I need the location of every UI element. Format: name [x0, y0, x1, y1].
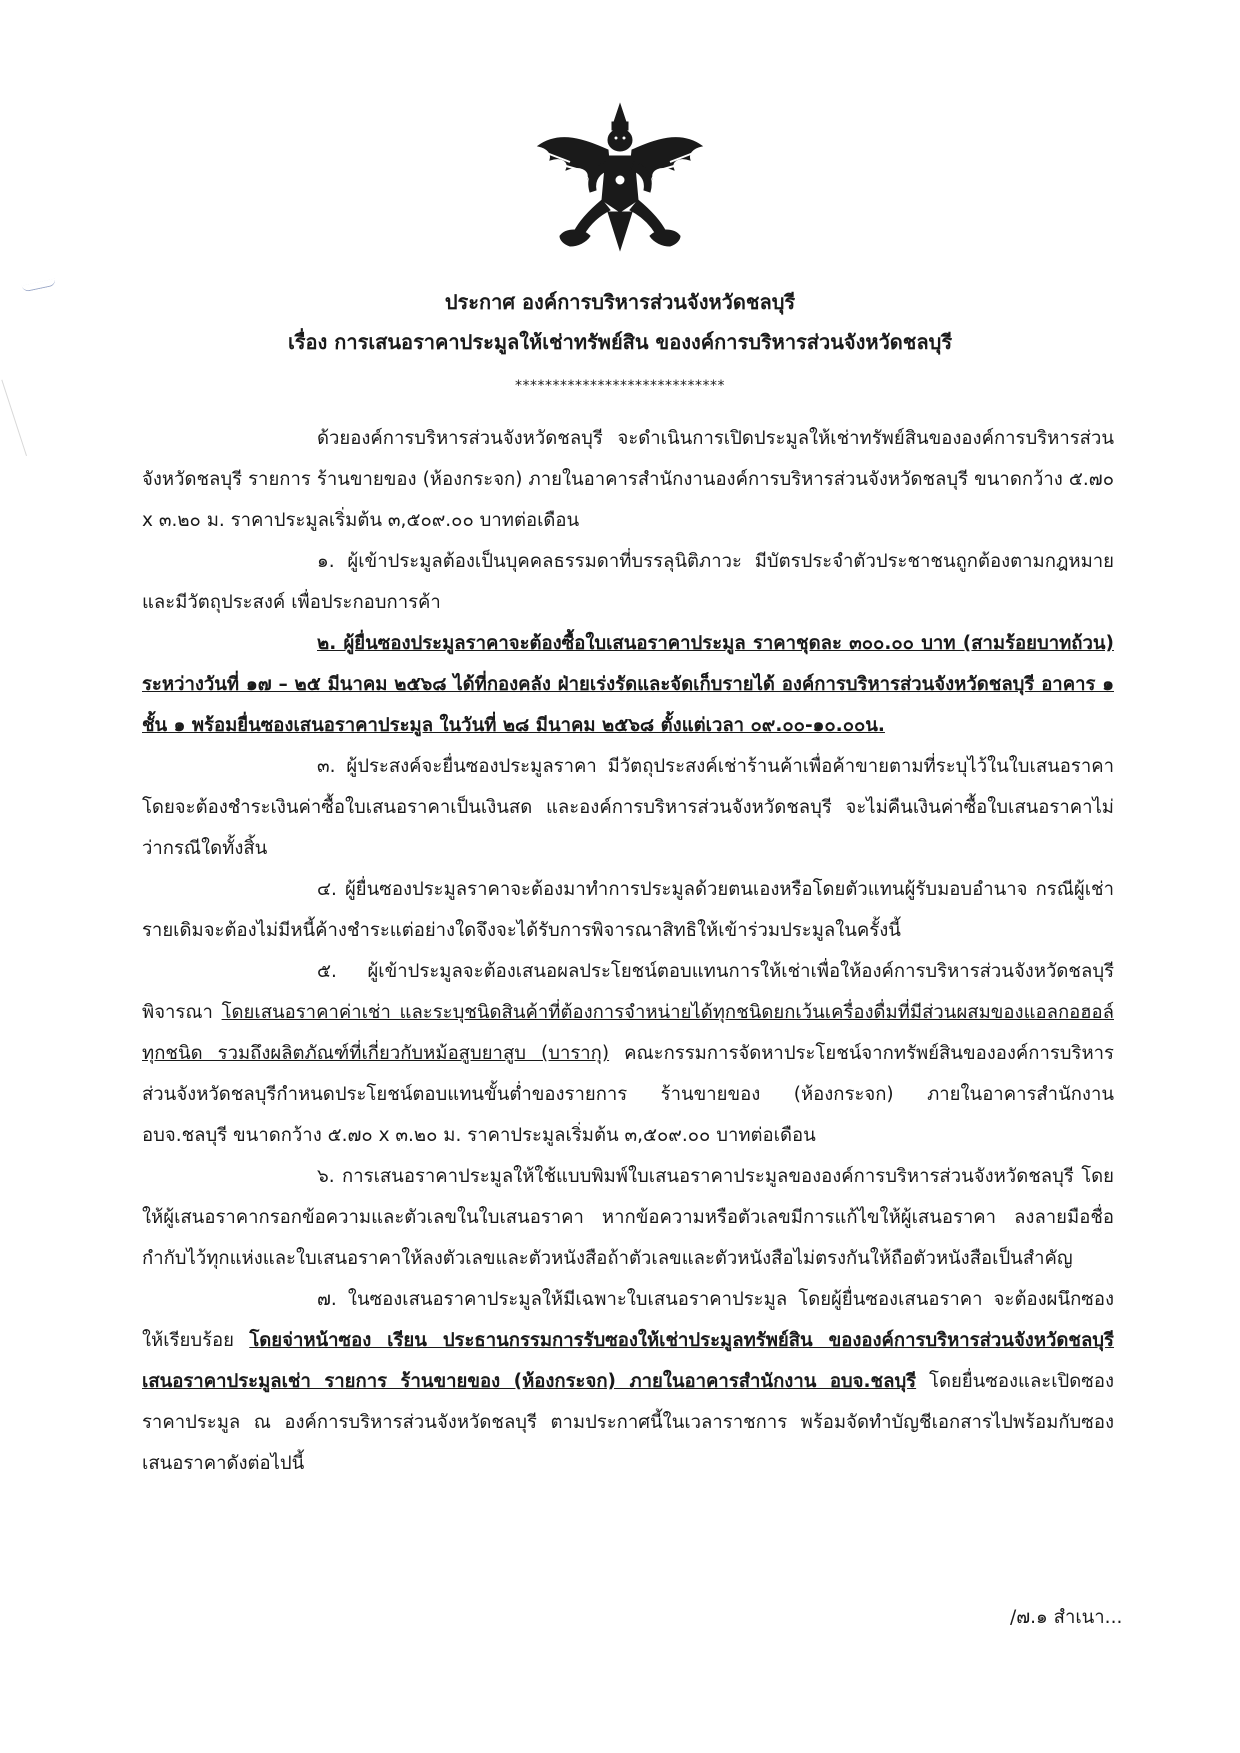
clause-6: ๖. การเสนอราคาประมูลให้ใช้แบบพิมพ์ใบเสนอราคาประมูลขององค์การบริหารส่วนจังหวัดชลบุรี โดยให้ผู้เสนอราคากรอกข้อความและตัวเลขในใบเสนอราคา หากข้อความหรือตัวเลขมีการแก้ไขให้ผู้เสนอราคา ลงลายมือชื่อกำกับไว้ทุกแห่งและใบเสนอราคาให้ลงตัวเลขและตัวหนังสือถ้าตัวเลขและตัวหนังสือไม่ตรงกันให้ถือตัวหนังสือเป็นสำคัญ	[142, 1166, 1114, 1269]
clause-5-lead: ๕. ผู้เข้าประมูลจะต้องเสนอผลประโยชน์ตอบแทนการให้เช่าเพื่อให้องค์การบริหารส่วนจังหวัดชลบุรีพิจารณา	[142, 961, 1114, 1023]
intro-paragraph: ด้วยองค์การบริหารส่วนจังหวัดชลบุรี จะดำเนินการเปิดประมูลให้เช่าทรัพย์สินขององค์การบริหารส่วนจังหวัดชลบุรี รายการ ร้านขายของ (ห้องกระจก) ภายในอาคารสำนักงานองค์การบริหารส่วนจังหวัดชลบุรี ขนาดกว้าง ๕.๗๐ x ๓.๒๐ ม. ราคาประมูลเริ่มต้น ๓,๕๐๙.๐๐ บาทต่อเดือน	[142, 428, 1114, 531]
clause-5	[142, 951, 1114, 1156]
separator-stars: ****************************	[515, 378, 725, 394]
clause-5-tail: คณะกรรมการจัดหาประโยชน์จากทรัพย์สินขององค์การบริหารส่วนจังหวัดชลบุรีกำหนดประโยชน์ตอบแทนขั้นต่ำของรายการ ร้านขายของ (ห้องกระจก) ภายในอาคารสำนักงาน อบจ.ชลบุรี ขนาดกว้าง ๕.๗๐ x ๓.๒๐ ม. ราคาประมูลเริ่มต้น ๓,๕๐๙.๐๐ บาทต่อเดือน	[142, 1043, 1114, 1146]
announcement-body	[142, 418, 1114, 1484]
clause-7	[142, 1279, 1114, 1484]
announcement-title: ประกาศ องค์การบริหารส่วนจังหวัดชลบุรี	[444, 290, 796, 314]
clause-4: ๔. ผู้ยื่นซองประมูลราคาจะต้องมาทำการประมูลด้วยตนเองหรือโดยตัวแทนผู้รับมอบอำนาจ กรณีผู้เช่ารายเดิมจะต้องไม่มีหนี้ค้างชำระแต่อย่างใดจึงจะได้รับการพิจารณาสิทธิให้เข้าร่วมประมูลในครั้งนี้	[142, 879, 1114, 941]
garuda-emblem-icon	[530, 100, 710, 265]
announcement-subject: เรื่อง การเสนอราคาประมูลให้เช่าทรัพย์สิน ของงค์การบริหารส่วนจังหวัดชลบุรี	[287, 330, 953, 354]
clause-7-lead: ๗. ในซองเสนอราคาประมูลให้มีเฉพาะใบเสนอราคาประมูล โดยผู้ยื่นซองเสนอราคา จะต้องผนึกซองให้เรียบร้อย	[142, 1289, 1114, 1351]
clause-1: ๑. ผู้เข้าประมูลต้องเป็นบุคคลธรรมดาที่บรรลุนิติภาวะ มีบัตรประจำตัวประชาชนถูกต้องตามกฎหมายและมีวัตถุประสงค์ เพื่อประกอบการค้า	[142, 551, 1114, 613]
clause-2: ๒. ผู้ยื่นซองประมูลราคาจะต้องซื้อใบเสนอราคาประมูล ราคาชุดละ ๓๐๐.๐๐ บาท (สามร้อยบาทถ้วน) ระหว่างวันที่ ๑๗ – ๒๕ มีนาคม ๒๕๖๘ ได้ที่กองคลัง ฝ่ายเร่งรัดและจัดเก็บรายได้ องค์การบริหารส่วนจังหวัดชลบุรี อาคาร ๑ ชั้น ๑ พร้อมยื่นซองเสนอราคาประมูล ในวันที่ ๒๘ มีนาคม ๒๕๖๘ ตั้งแต่เวลา ๐๙.๐๐-๑๐.๐๐น.	[142, 633, 1114, 736]
clause-5-underlined: โดยเสนอราคาค่าเช่า และระบุชนิดสินค้าที่ต้องการจำหน่ายได้ทุกชนิดยกเว้นเครื่องดื่มที่มีส่วนผสมของแอลกอฮอล์ทุกชนิด รวมถึงผลิตภัณฑ์ที่เกี่ยวกับหม้อสูบยาสูบ (บารากุ)	[142, 1002, 1114, 1064]
clause-7-tail: โดยยื่นซองและเปิดซองราคาประมูล ณ องค์การบริหารส่วนจังหวัดชลบุรี ตามประกาศนี้ในเวลาราชการ พร้อมจัดทำบัญชีเอกสารไปพร้อมกับซองเสนอราคาดังต่อไปนี้	[142, 1371, 1114, 1474]
page-continuation: /๗.๑ สำเนา...	[1010, 1607, 1123, 1628]
clause-7-underlined: โดยจ่าหน้าซอง เรียน ประธานกรรมการรับซองให้เช่าประมูลทรัพย์สิน ขององค์การบริหารส่วนจังหวัดชลบุรี เสนอราคาประมูลเช่า รายการ ร้านขายของ (ห้องกระจก) ภายในอาคารสำนักงาน อบจ.ชลบุรี	[142, 1330, 1114, 1392]
clause-3: ๓. ผู้ประสงค์จะยื่นซองประมูลราคา มีวัตถุประสงค์เช่าร้านค้าเพื่อค้าขายตามที่ระบุไว้ในใบเสนอราคา โดยจะต้องชำระเงินค่าซื้อใบเสนอราคาเป็นเงินสด และองค์การบริหารส่วนจังหวัดชลบุรี จะไม่คืนเงินค่าซื้อใบเสนอราคาไม่ว่ากรณีใดทั้งสิ้น	[142, 756, 1114, 859]
